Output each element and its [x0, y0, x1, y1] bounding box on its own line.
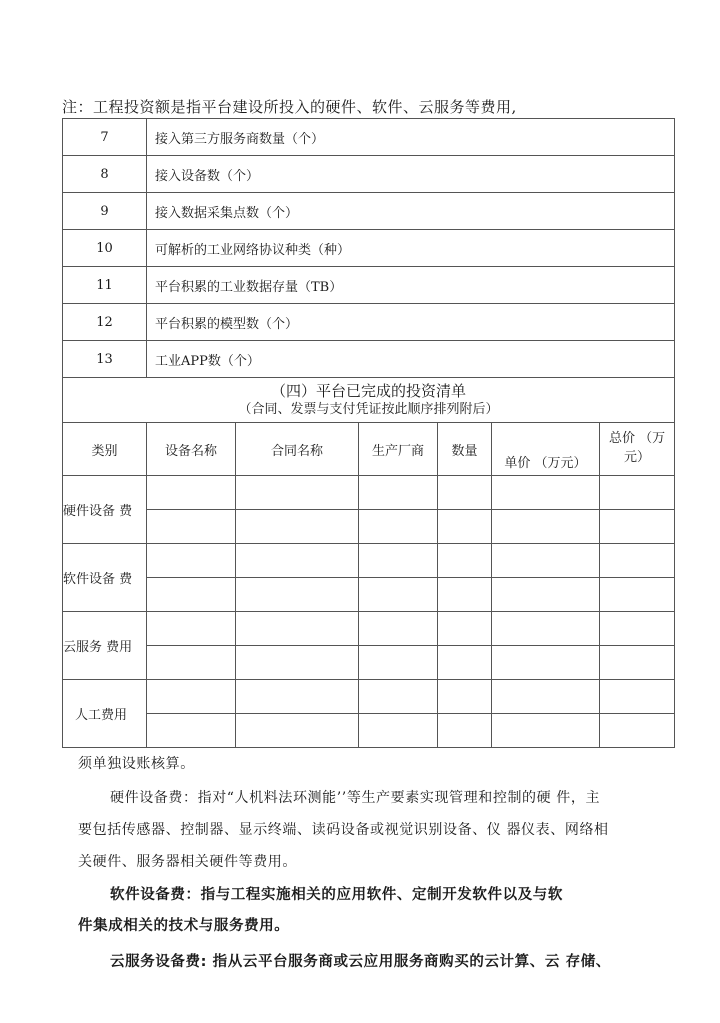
row-label: 平台积累的模型数（个） — [147, 304, 675, 341]
column-header-row — [63, 423, 675, 476]
row-label: 接入设备数（个） — [147, 156, 675, 193]
table-row — [63, 341, 675, 378]
header-total-line1: 总价 （万 — [608, 431, 666, 446]
row-label: 接入数据采集点数（个） — [147, 193, 675, 230]
header-device-name: 设备名称 — [147, 423, 236, 476]
paragraph-hardware-line2: 要包括传感器、控制器、显示终端、读码设备或视觉识别设备、仪 器仪表、网络相 — [78, 822, 609, 838]
category-cloud: 云服务 费用 — [63, 612, 147, 680]
row-label: 可解析的工业网络协议种类（种） — [147, 230, 675, 267]
table-row — [63, 476, 675, 510]
category-hardware: 硬件设备 费 — [63, 476, 147, 544]
paragraph-software-line2: 件集成相关的技术与服务费用。 — [78, 918, 290, 934]
table-row — [63, 646, 675, 680]
row-number: 11 — [63, 267, 147, 304]
row-label: 平台积累的工业数据存量（TB） — [147, 267, 675, 304]
investment-note: 注：工程投资额是指平台建设所投入的硬件、软件、云服务等费用, — [62, 98, 517, 116]
header-unit-price: 单价 （万元） — [492, 423, 600, 476]
table-row — [63, 267, 675, 304]
table-row — [63, 119, 675, 156]
indicator-table — [62, 118, 675, 748]
row-number: 7 — [63, 119, 147, 156]
row-number: 9 — [63, 193, 147, 230]
section-subtitle: （合同、发票与支付凭证按此顺序排列附后） — [238, 402, 499, 417]
section-header-row — [63, 378, 675, 423]
paragraph-cloud-line1: 云服务设备费: 指从云平台服务商或云应用服务商购买的云计算、云 存储、 — [110, 954, 611, 970]
table-row — [63, 156, 675, 193]
header-total-line2: 元） — [624, 450, 651, 465]
row-number: 10 — [63, 230, 147, 267]
paragraph-hardware-line3: 关硬件、服务器相关硬件等费用。 — [78, 854, 297, 870]
row-number: 8 — [63, 156, 147, 193]
paragraph-hardware-line1: 硬件设备费：指对“人机料法环测能’’等生产要素实现管理和控制的硬 件，主 — [110, 790, 601, 806]
category-labor: 人工费用 — [63, 680, 147, 748]
table-row — [63, 612, 675, 646]
row-label: 接入第三方服务商数量（个） — [147, 119, 675, 156]
header-category: 类别 — [63, 423, 147, 476]
table-row — [63, 193, 675, 230]
header-quantity: 数量 — [438, 423, 492, 476]
header-vendor: 生产厂商 — [359, 423, 438, 476]
header-total-price — [600, 423, 675, 476]
row-label: 工业APP数（个） — [147, 341, 675, 378]
row-number: 12 — [63, 304, 147, 341]
table-row — [63, 544, 675, 578]
table-row — [63, 578, 675, 612]
table-row — [63, 230, 675, 267]
section-title: （四）平台已完成的投资清单 — [271, 382, 467, 400]
table-row — [63, 714, 675, 748]
row-number: 13 — [63, 341, 147, 378]
header-contract-name: 合同名称 — [236, 423, 359, 476]
table-row — [63, 510, 675, 544]
table-row — [63, 304, 675, 341]
category-software: 软件设备 费 — [63, 544, 147, 612]
paragraph-accounting: 须单独设账核算。 — [78, 756, 195, 772]
table-row — [63, 680, 675, 714]
paragraph-software-line1: 软件设备费：指与工程实施相关的应用软件、定制开发软件以及与软 — [110, 887, 563, 903]
